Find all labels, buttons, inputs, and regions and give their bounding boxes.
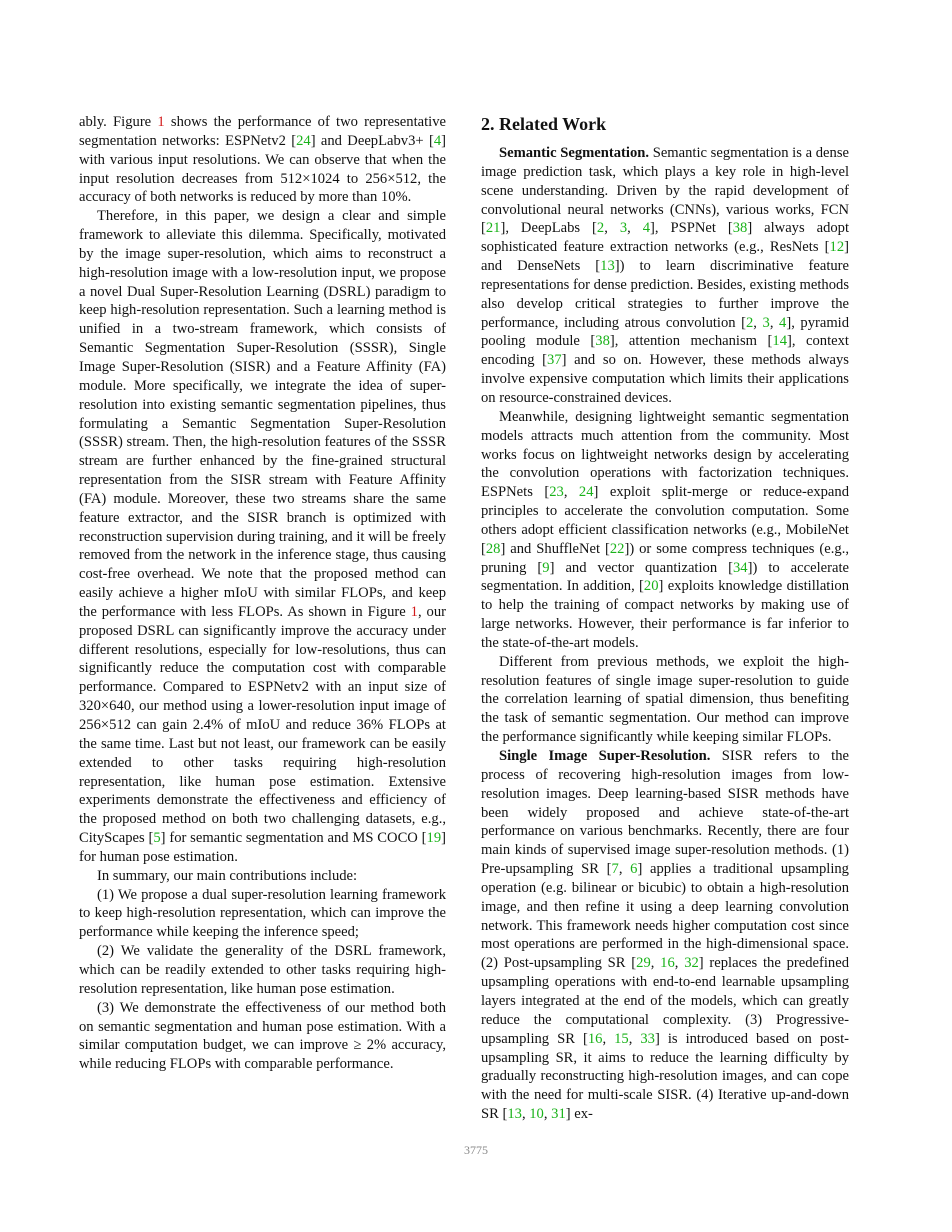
citation-link[interactable]: 22 (609, 540, 625, 557)
text: ], PSPNet [ (650, 220, 733, 237)
text: ] and DeepLabv3+ [ (310, 132, 434, 149)
text: Meanwhile, designing lightweight semantic segmentation models attracts much attention from the community. Most works focus on lightweight networks design by accelerating the convolution operations with factorization techniques. ESPNets [ (481, 408, 849, 501)
citation-link[interactable]: 19 (426, 830, 442, 847)
paragraph-method-overview (79, 207, 446, 867)
citation-link[interactable]: 38 (595, 333, 610, 350)
paragraph-semantic-segmentation (481, 144, 849, 408)
citation-link[interactable]: 33 (640, 1030, 655, 1047)
text: ]) to learn discriminative feature representations for dense prediction. Besides, existing methods also develop critical strategies to further improve the performance, including atrous convolution [ (481, 258, 850, 331)
citation-link[interactable]: 5 (153, 830, 161, 847)
text: shows the performance of two representative segmentation networks: ESPNetv2 [ (79, 114, 446, 149)
citation-link[interactable]: 28 (485, 540, 501, 557)
text: ], pyramid pooling module [ (481, 314, 850, 350)
figure-ref[interactable]: 1 (157, 114, 165, 130)
citation-link[interactable]: 14 (772, 333, 787, 350)
citation-link[interactable]: 37 (547, 352, 562, 369)
text: ] exploit split-merge or reduce-expand principles to accelerate the convolution computation. Some others adopt efficient classification networks (e.g., MobileNet [ (481, 484, 849, 557)
text: Semantic segmentation is a dense image prediction task, which plays a key role in high-level scene understanding. Driven by the rapid development of convolutional neural networks (CNNs), various works, FCN [ (481, 145, 849, 237)
text: ] always adopt sophisticated feature extraction networks (e.g., ResNets [ (481, 220, 850, 256)
citation-link[interactable]: 3 (762, 314, 770, 331)
citation-link[interactable]: 16 (660, 955, 675, 972)
text: ], context encoding [ (481, 333, 849, 369)
text: ] is introduced based on post-upsampling SR, it aims to reduce the learning difficulty by gradually reconstructing high-resolution images, and can cope with the need for multi-scale SISR. (4) Iterative up-and-down SR [ (481, 1030, 850, 1123)
text: ], attention mechanism [ (609, 333, 773, 350)
left-column (79, 113, 446, 1074)
text: ]) to accelerate segmentation. In addition, [ (481, 559, 849, 595)
citation-link[interactable]: 32 (684, 955, 699, 972)
paragraph-difference: Different from previous methods, we exploit the high-resolution features of single image super-resolution to guide the correlation learning of spatial dimension, thus benefiting the task of semantic segmentation. Our method can improve the performance significantly while keeping similar FLOPs. (481, 653, 849, 746)
citation-link[interactable]: 12 (829, 239, 845, 256)
citation-link[interactable]: 23 (549, 484, 564, 501)
citation-link[interactable]: 20 (643, 578, 659, 595)
text: , (627, 220, 643, 237)
text: , (602, 1030, 615, 1047)
run-in-heading: Single Image Super-Resolution. (499, 748, 711, 764)
text: , (604, 220, 620, 237)
text: ], DeepLabs [ (500, 220, 597, 237)
citation-link[interactable]: 13 (507, 1106, 522, 1123)
paragraph-lightweight-models (481, 408, 849, 653)
citation-link[interactable]: 31 (551, 1106, 566, 1123)
text: ] for semantic segmentation and MS COCO [ (160, 830, 427, 847)
paragraph-super-resolution (481, 747, 849, 1124)
text: , (753, 314, 763, 331)
run-in-heading: Semantic Segmentation. (499, 145, 650, 161)
citation-link[interactable]: 3 (619, 220, 628, 237)
text: ] for human pose estimation. (79, 830, 446, 865)
text: , (521, 1106, 530, 1123)
contribution-item-1: (1) We propose a dual super-resolution learning framework to keep high-resolution representation, which can improve the performance while keeping the inference speed; (79, 886, 446, 941)
citation-link[interactable]: 6 (630, 861, 638, 878)
text: ] ex- (565, 1106, 593, 1123)
text: ] and vector quantization [ (549, 559, 733, 576)
text: , (769, 314, 780, 331)
contribution-item-3: (3) We demonstrate the effectiveness of our method both on semantic segmentation and human pose estimation. With a similar computation budget, we can improve ≥ 2% accuracy, while reducing FLOPs with comparable performance. (79, 999, 446, 1073)
right-column (481, 113, 849, 1124)
page-number: 3775 (464, 1143, 488, 1157)
citation-link[interactable]: 16 (587, 1030, 603, 1047)
citation-link[interactable]: 2 (746, 314, 754, 331)
citation-link[interactable]: 9 (542, 559, 550, 576)
text: , (543, 1106, 552, 1123)
text: ] and DenseNets [ (481, 239, 849, 275)
text: , (650, 955, 661, 972)
citation-link[interactable]: 24 (296, 132, 311, 149)
figure-ref[interactable]: 1 (410, 603, 418, 620)
text: Therefore, in this paper, we design a clear and simple framework to alleviate this dilemma. Specifically, motivated by the image super-resolution, which aims to reconstruct a high-resolution image with a low-resolution input, we propose a novel Dual Super-Resolution Learning (DSRL) paradigm to keep high-resolution representation. Such a learning method is unified in a two-stream framework, which consists of Semantic Segmentation Super-Resolution (SSSR), Single Image Super-Resolution (SISR) and a Feature Affinity (FA) module. More specifically, we integrate the idea of super-resolution into existing semantic segmentation pipelines, thus formulating a Semantic Segmentation Super-Resolution (SSSR) stream. Then, the high-resolution features of the SSSR stream are further enhanced by the fine-grained structural representation from the SISR stream with Feature Affinity (FA) module. Moreover, these two streams share the same feature extractor, and the SISR branch is optimized with reconstruction supervision during training, and it will be freely removed from the network in the inference stage, thus causing cost-free overhead. We note that the proposed method can easily achieve a higher mIoU with similar FLOPs, and keep the performance with less FLOPs. As shown in Figure (79, 208, 446, 620)
citation-link[interactable]: 15 (614, 1030, 629, 1047)
text: ] and ShuffleNet [ (500, 540, 610, 557)
paragraph-summary: In summary, our main contributions include: (97, 867, 358, 884)
text: ] exploits knowledge distillation to help the training of compact networks by making use of large networks. However, their performance is far inferior to the state-of-the-art models. (481, 578, 850, 651)
text: ] and so on. However, these methods always involve expensive computation which limits their applications on resource-constrained devices. (481, 352, 849, 406)
text: , (563, 484, 579, 501)
text: ] replaces the predefined upsampling operations with end-to-end learnable upsampling layers integrated at the end of the models, which can greatly reduce the computational complexity. (3) Progressive-upsampling SR [ (481, 955, 849, 1047)
section-heading: 2. Related Work (481, 114, 607, 134)
contribution-item-2: (2) We validate the generality of the DSRL framework, which can be readily extended to other tasks requiring high-resolution representation, like human pose estimation. (79, 943, 446, 997)
text: , (618, 861, 631, 878)
text: , (674, 955, 685, 972)
citation-link[interactable]: 21 (485, 220, 501, 237)
citation-link[interactable]: 4 (779, 314, 787, 331)
citation-link[interactable]: 24 (578, 484, 594, 501)
citation-link[interactable]: 29 (636, 955, 651, 972)
paragraph-figure-intro (79, 113, 446, 207)
citation-link[interactable]: 10 (529, 1106, 544, 1123)
text: ably. Figure (79, 114, 158, 130)
citation-link[interactable]: 38 (732, 220, 748, 237)
text: ]) or some compress techniques (e.g., pruning [ (481, 540, 849, 576)
text: ] applies a traditional upsampling operation (e.g. bilinear or bicubic) to obtain a high-resolution image, and then refine it using a deep learning convolution network. This framework needs higher computation cost since most operations are performed in the high-dimensional space. (2) Post-upsampling SR [ (481, 861, 849, 972)
citation-link[interactable]: 2 (596, 220, 605, 237)
text: , (628, 1030, 641, 1047)
citation-link[interactable]: 4 (433, 132, 442, 149)
citation-link[interactable]: 13 (600, 258, 615, 275)
citation-link[interactable]: 34 (733, 559, 748, 576)
citation-link[interactable]: 7 (611, 861, 619, 878)
text: ] with various input resolutions. We can observe that when the input resolution decreases from 512×1024 to 256×512, the accuracy of both networks is reduced by more than 10%. (79, 132, 446, 206)
citation-link[interactable]: 4 (642, 220, 651, 237)
text: , our proposed DSRL can significantly improve the accuracy under different resolutions, especially for low-resolutions, thus can significantly reduce the computation cost with comparable performance. Compared to ESPNetv2 with an input size of 320×640, our method using a lower-resolution input image of 256×512 can gain 2.4% of mIoU and reduce 36% FLOPs at the same time. Last but not least, our framework can be easily extended to other tasks requiring high-resolution representation, like human pose estimation. Extensive experiments demonstrate the effectiveness and efficiency of the proposed method on both two challenging datasets, e.g., CityScapes [ (79, 603, 446, 847)
text: SISR refers to the process of recovering high-resolution images from low-resolution images. Deep learning-based SISR methods have been widely proposed and achieve state-of-the-art performance on various benchmarks. Recently, there are four main kinds of supervised image super-resolution methods. (1) Pre-upsampling SR [ (481, 748, 849, 878)
